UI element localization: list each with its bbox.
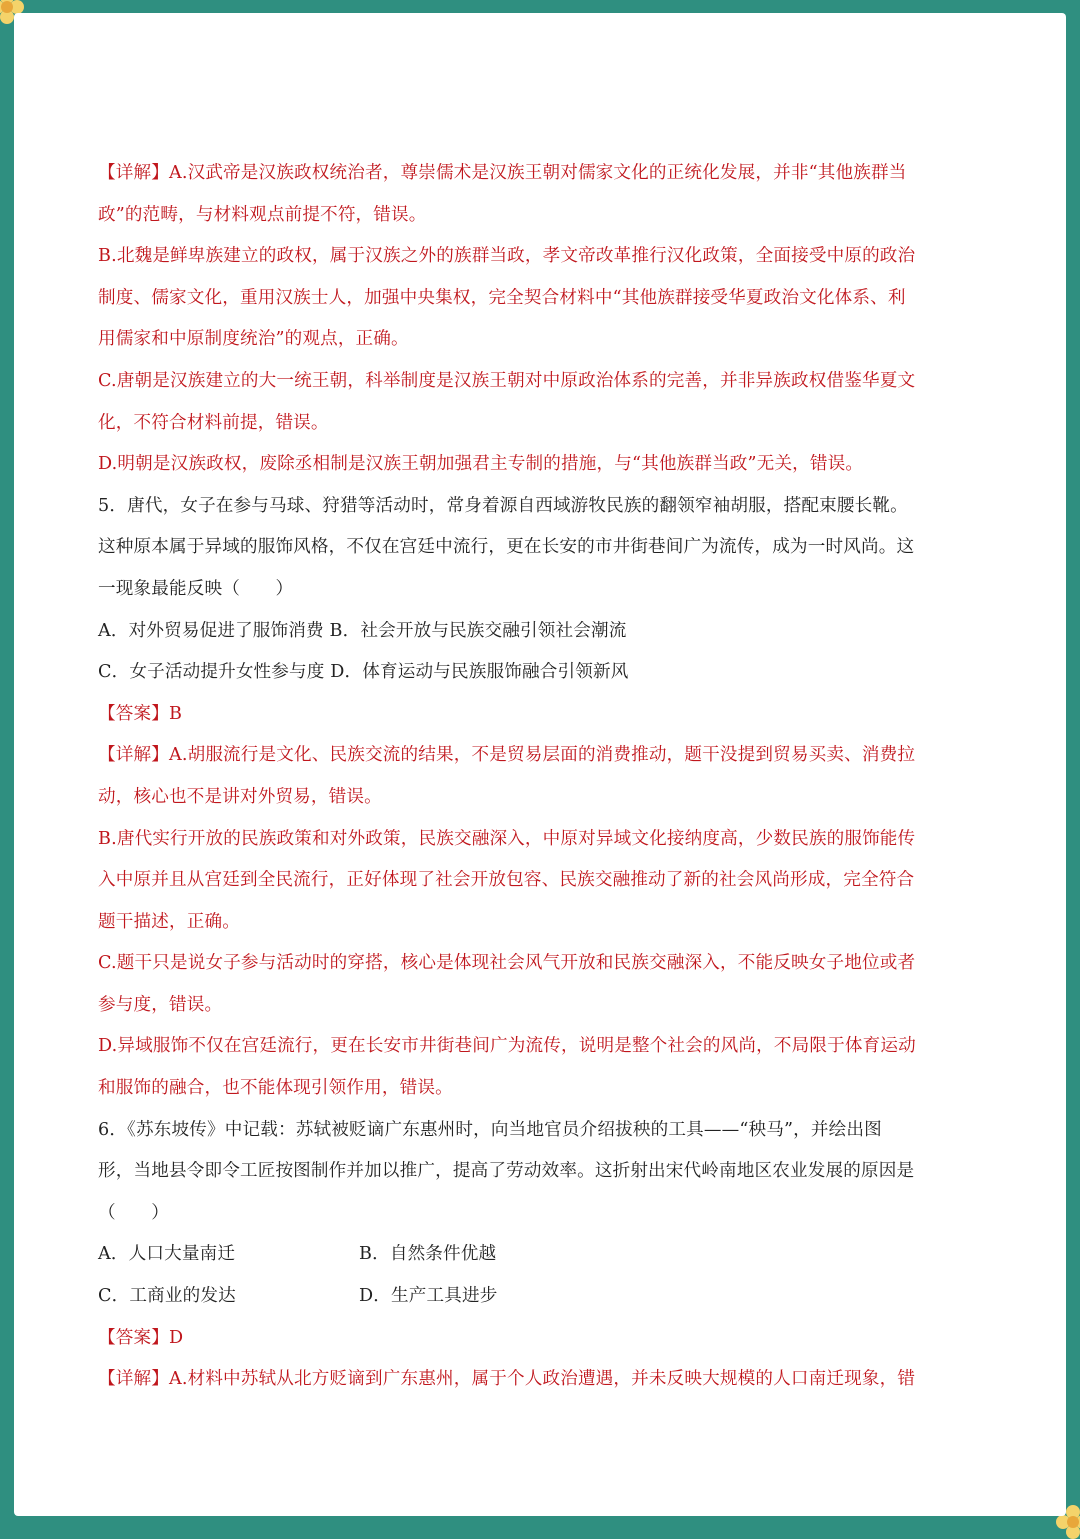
option-right: B．自然条件优越 <box>359 1244 497 1265</box>
text-line: D.明朝是汉族政权，废除丞相制是汉族王朝加强君主专制的措施，与“其他族群当政”无关，错误。 <box>98 454 864 475</box>
text-line: 一现象最能反映（ ） <box>98 578 294 599</box>
text-line: C．女子活动提升女性参与度 D．体育运动与民族服饰融合引领新风 <box>98 662 629 683</box>
text-line: 【详解】A.胡服流行是文化、民族交流的结果，不是贸易层面的消费推动，题干没提到贸易买卖、消费拉 <box>98 745 916 766</box>
document-content <box>98 153 978 1401</box>
option-right: D．生产工具进步 <box>359 1286 498 1307</box>
text-line: 制度、儒家文化，重用汉族士人，加强中央集权，完全契合材料中“其他族群接受华夏政治文化体系、利 <box>98 287 906 308</box>
text-line: 和服饰的融合，也不能体现引领作用，错误。 <box>98 1078 453 1099</box>
text-line: 6．《苏东坡传》中记载：苏轼被贬谪广东惠州时，向当地官员介绍拔秧的工具——“秧马”，并绘出图 <box>98 1119 882 1140</box>
text-line: 参与度，错误。 <box>98 994 223 1015</box>
text-line: 动，核心也不是讲对外贸易，错误。 <box>98 786 382 807</box>
text-line: D.异域服饰不仅在宫廷流行，更在长安市井街巷间广为流传，说明是整个社会的风尚，不局限于体育运动 <box>98 1036 916 1057</box>
text-line: C.题干只是说女子参与活动时的穿搭，核心是体现社会风气开放和民族交融深入，不能反映女子地位或者 <box>98 953 916 974</box>
text-line: 化，不符合材料前提，错误。 <box>98 412 329 433</box>
option-row <box>98 1276 978 1318</box>
text-line: 用儒家和中原制度统治”的观点，正确。 <box>98 329 409 350</box>
text-line: 这种原本属于异域的服饰风格，不仅在宫廷中流行，更在长安的市井街巷间广为流传，成为一时风尚。这 <box>98 537 915 558</box>
text-line: （ ） <box>98 1202 169 1223</box>
option-left: C．工商业的发达 <box>98 1286 236 1307</box>
text-line: 【详解】A.材料中苏轼从北方贬谪到广东惠州，属于个人政治遭遇，并未反映大规模的人口南迁现象，错 <box>98 1369 916 1390</box>
text-line: 【答案】D <box>98 1327 184 1348</box>
text-line: A．对外贸易促进了服饰消费 B．社会开放与民族交融引领社会潮流 <box>98 620 627 641</box>
text-line: 5．唐代，女子在参与马球、狩猎等活动时，常身着源自西域游牧民族的翻领窄袖胡服，搭配束腰长靴。 <box>98 495 908 516</box>
text-line: 题干描述，正确。 <box>98 911 240 932</box>
text-line: B.唐代实行开放的民族政策和对外政策，民族交融深入，中原对异域文化接纳度高，少数民族的服饰能传 <box>98 828 916 849</box>
text-line: 【详解】A.汉武帝是汉族政权统治者，尊崇儒术是汉族王朝对儒家文化的正统化发展，并非“其他族群当 <box>98 163 907 183</box>
option-row <box>98 1234 978 1276</box>
text-line: 政”的范畴，与材料观点前提不符，错误。 <box>98 204 427 225</box>
text-line: 形，当地县令即令工匠按图制作并加以推广，提高了劳动效率。这折射出宋代岭南地区农业发展的原因是 <box>98 1161 915 1182</box>
document-page <box>14 13 1066 1516</box>
text-line: 【答案】B <box>98 703 183 724</box>
text-line: B.北魏是鲜卑族建立的政权，属于汉族之外的族群当政，孝文帝改革推行汉化政策，全面接受中原的政治 <box>98 246 916 267</box>
option-left: A．人口大量南迁 <box>98 1244 236 1265</box>
text-line: 入中原并且从宫廷到全民流行，正好体现了社会开放包容、民族交融推动了新的社会风尚形成，完全符合 <box>98 870 915 891</box>
text-line: C.唐朝是汉族建立的大一统王朝，科举制度是汉族王朝对中原政治体系的完善，并非异族政权借鉴华夏文 <box>98 370 916 391</box>
